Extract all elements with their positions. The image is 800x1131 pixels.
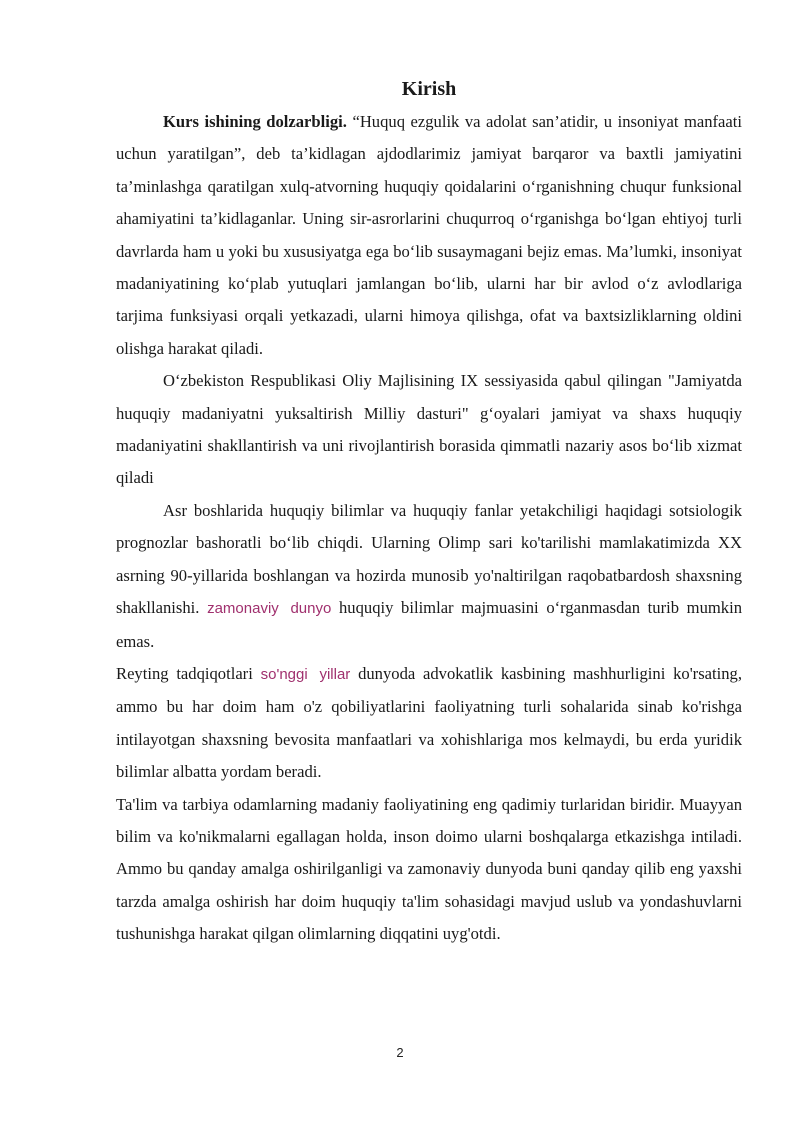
- paragraph-legal-knowledge: [116, 495, 742, 658]
- paragraph-education: Ta'lim va tarbiya odamlarning madaniy faoliyatining eng qadimiy turlaridan biridir. Muayyan bilim va ko'nikmalarni egallagan holda, inson doimo ularni boshqalarga etkazishga intiladi. Ammo bu qanday amalga oshirilganligi va zamonaviy dunyoda buni qanday qilib eng yaxshi tarzda amalga oshirish har doim huquqiy ta'lim sohasidagi mavjud uslub va yondashuvlarni tushunishga harakat qilgan olimlarning diqqatini uyg'otdi.: [116, 794, 742, 944]
- document-body: [116, 74, 742, 951]
- paragraph-lead-label: Kurs ishining dolzarbligi.: [163, 112, 347, 131]
- page-number: 2: [396, 1045, 404, 1060]
- link-recent-years[interactable]: so'nggi yillar: [260, 665, 351, 683]
- paragraph-text: Reyting tadqiqotlari: [116, 663, 261, 683]
- paragraph-rating-research: [116, 658, 742, 789]
- paragraph-text: huquqiy bilimlar majmuasini o‘rganmasdan turib mumkin emas.: [116, 598, 742, 651]
- paragraph-relevance: [116, 106, 742, 365]
- paragraph-text: dunyoda advokatlik kasbining mashhurligini ko'rsating, ammo bu har doim ham o'z qobiliyatlarini faoliyatning turli sohalarida sinab ko'rishga intilayotgan shaxsning bevosita manfaatlari va xohishlariga mos kelmaydi, bu erda yuridik bilimlar albatta yordam beradi.: [116, 663, 742, 782]
- paragraph-text: Asr boshlarida huquqiy bilimlar va huquqiy fanlar yetakchiligi haqidagi sotsiologik prognozlar bashoratli bo‘lib chiqdi. Ularning Olimp sari ko'tarilishi mamlakatimizda XX asrning 90-yillarida boshlangan va hozirda munosib yo'naltirilgan raqobatbardosh shaxsning shakllanishi.: [116, 500, 742, 618]
- link-modern-world[interactable]: zamonaviy dunyo: [207, 600, 332, 618]
- paragraph-text: “Huquq ezgulik va adolat san’atidir, u insoniyat manfaati uchun yaratilgan”, deb ta’kidlagan ajdodlarimiz jamiyat barqaror va baxtli jamiyatini ta’minlashga qaratilgan xulq-atvorning huquqiy qoidalarini o‘rganishning chuqur funksional ahamiyatini ta’kidlaganlar. Uning sir-asrorlarini chuqurroq o‘rganishga bo‘lgan ehtiyoj turli davrlarda ham u yoki bu xususiyatga ega bo‘lib susaymagani bejiz emas. Ma’lumki, insoniyat madaniyatining ko‘plab yutuqlari jamlangan bo‘lib, ularni har bir avlod o‘z avlodlariga tarjima funksiyasi orqali yetkazadi, ularni himoya qilishga, ofat va baxtsizliklarning oldini olishga harakat qiladi.: [116, 112, 742, 358]
- paragraph-national-program: O‘zbekiston Respublikasi Oliy Majlisining IX sessiyasida qabul qilingan "Jamiyatda huquqiy madaniyatni yuksaltirish Milliy dasturi" g‘oyalari jamiyat va shaxs huquqiy madaniyatini shakllantirish va uni rivojlantirish borasida qimmatli nazariy asos bo‘lib xizmat qiladi: [116, 371, 742, 488]
- section-title: Kirish: [401, 78, 457, 100]
